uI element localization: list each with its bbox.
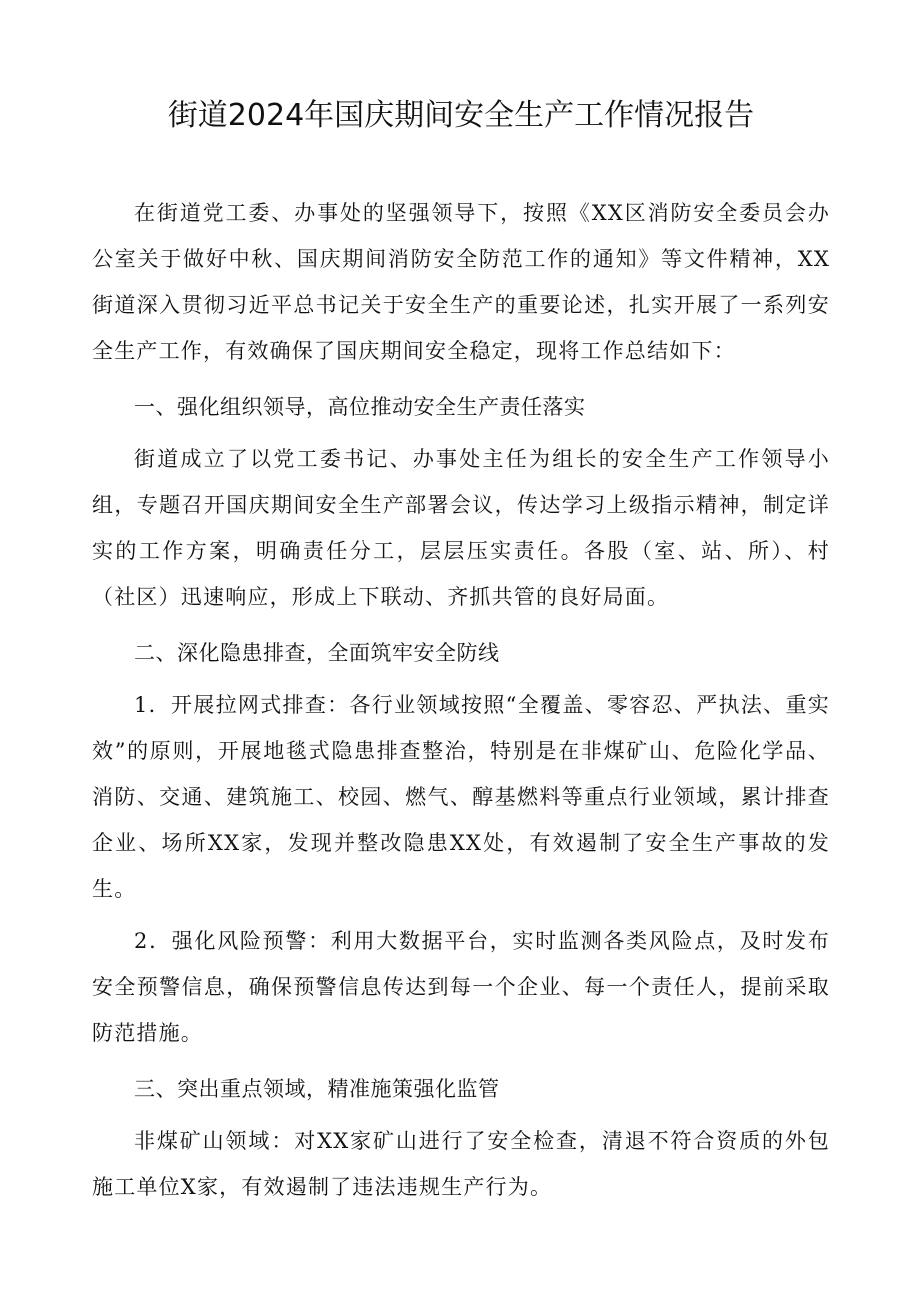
document-title: 街道2024年国庆期间安全生产工作情况报告: [167, 98, 755, 133]
section-2-paragraph-2: 2．强化风险预警：利用大数据平台，实时监测各类风险点，及时发布安全预警信息，确保预警信息传达到每一个企业、每一个责任人，提前采取防范措施。: [92, 929, 830, 1045]
section-2-heading: 二、深化隐患排查，全面筑牢安全防线: [134, 641, 500, 665]
section-3-heading: 三、突出重点领域，精准施策强化监管: [134, 1077, 500, 1101]
section-3-paragraph-1: 非煤矿山领域：对XX家矿山进行了安全检查，清退不符合资质的外包施工单位X家，有效遏制了违法违规生产行为。: [92, 1129, 830, 1199]
section-1-heading: 一、强化组织领导，高位推动安全生产责任落实: [134, 395, 586, 419]
section-2-paragraph-1: 1．开展拉网式排查：各行业领域按照“全覆盖、零容忍、严执法、重实效”的原则，开展地毯式隐患排查整治，特别是在非煤矿山、危险化学品、消防、交通、建筑施工、校园、燃气、醇基燃料等重点行业领域，累计排查企业、场所XX家，发现并整改隐患XX处，有效遏制了安全生产事故的发生。: [92, 693, 830, 901]
section-1-paragraph-1: 街道成立了以党工委书记、办事处主任为组长的安全生产工作领导小组，专题召开国庆期间安全生产部署会议，传达学习上级指示精神，制定详实的工作方案，明确责任分工，层层压实责任。各股（室、站、所）、村（社区）迅速响应，形成上下联动、齐抓共管的良好局面。: [92, 447, 830, 609]
intro-paragraph: 在街道党工委、办事处的坚强领导下，按照《XX区消防安全委员会办公室关于做好中秋、国庆期间消防安全防范工作的通知》等文件精神，XX街道深入贯彻习近平总书记关于安全生产的重要论述，扎实开展了一系列安全生产工作，有效确保了国庆期间安全稳定，现将工作总结如下：: [92, 201, 830, 363]
